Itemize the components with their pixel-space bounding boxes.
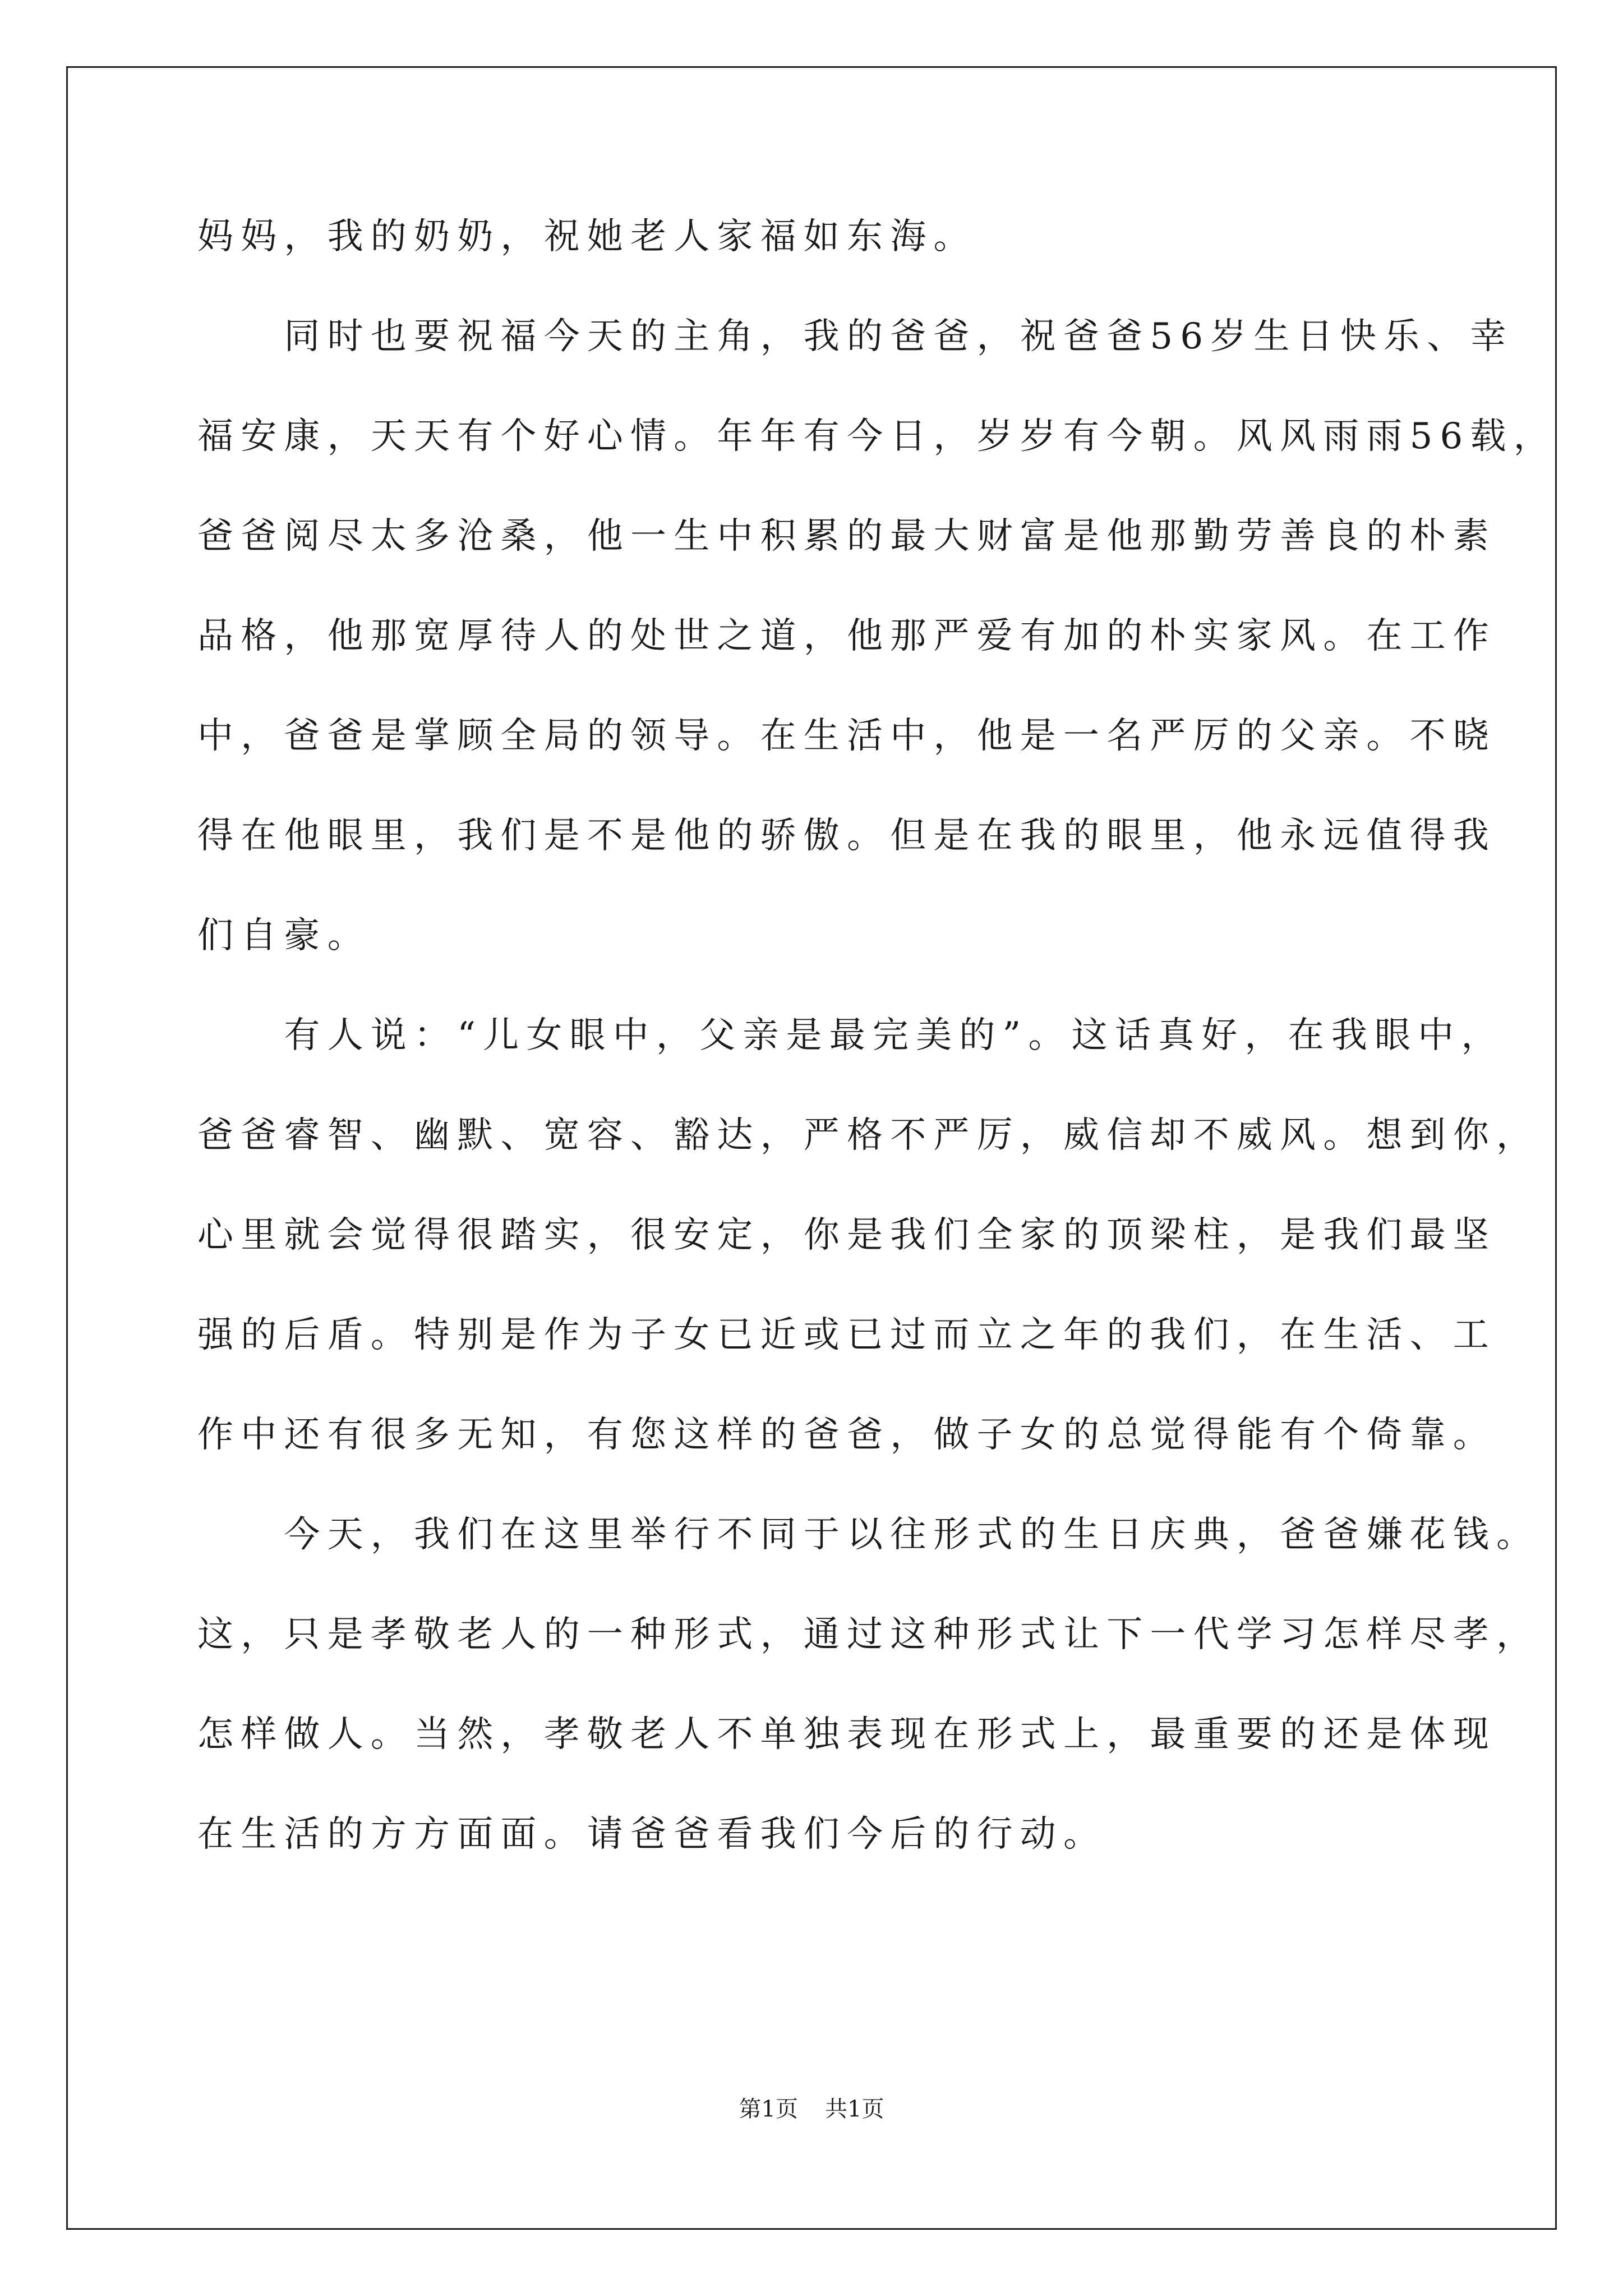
page-number: 第1页 [739,2096,798,2122]
document-body [197,209,1557,1906]
page-total: 共1页 [825,2096,884,2122]
text-line: 强的后盾。特别是作为子女已近或已过而立之年的我们，在生活、工 [197,1314,1496,1356]
text-line: 妈妈，我的奶奶，祝她老人家福如东海。 [197,216,977,257]
text-line: 心里就会觉得很踏实，很安定，你是我们全家的顶梁柱，是我们最坚 [197,1214,1496,1256]
text-line: 福安康，天天有个好心情。年年有今日，岁岁有今朝。风风雨雨56载， [197,416,1557,457]
text-line: 作中还有很多无知，有您这样的爸爸，做子女的总觉得能有个倚靠。 [197,1414,1496,1456]
text-line: 这，只是孝敬老人的一种形式，通过这种形式让下一代学习怎样尽孝， [197,1614,1540,1655]
text-line: 有人说：“儿女眼中，父亲是最完美的”。这话真好，在我眼中， [197,1015,1505,1056]
text-line: 得在他眼里，我们是不是他的骄傲。但是在我的眼里，他永远值得我 [197,815,1496,857]
text-line: 爸爸睿智、幽默、宽容、豁达，严格不严厉，威信却不威风。想到你， [197,1115,1540,1156]
text-line: 们自豪。 [197,915,371,956]
text-line: 今天，我们在这里举行不同于以往形式的生日庆典，爸爸嫌花钱。 [197,1514,1540,1556]
page-footer [0,2095,1623,2123]
text-line: 在生活的方方面面。请爸爸看我们今后的行动。 [197,1814,1107,1855]
text-line: 中，爸爸是掌顾全局的领导。在生活中，他是一名严厉的父亲。不晓 [197,715,1496,757]
text-line: 同时也要祝福今天的主角，我的爸爸，祝爸爸56岁生日快乐、幸 [197,316,1514,357]
text-line: 怎样做人。当然，孝敬老人不单独表现在形式上，最重要的还是体现 [197,1714,1496,1755]
text-line: 爸爸阅尽太多沧桑，他一生中积累的最大财富是他那勤劳善良的朴素 [197,516,1496,557]
text-line: 品格，他那宽厚待人的处世之道，他那严爱有加的朴实家风。在工作 [197,615,1496,657]
